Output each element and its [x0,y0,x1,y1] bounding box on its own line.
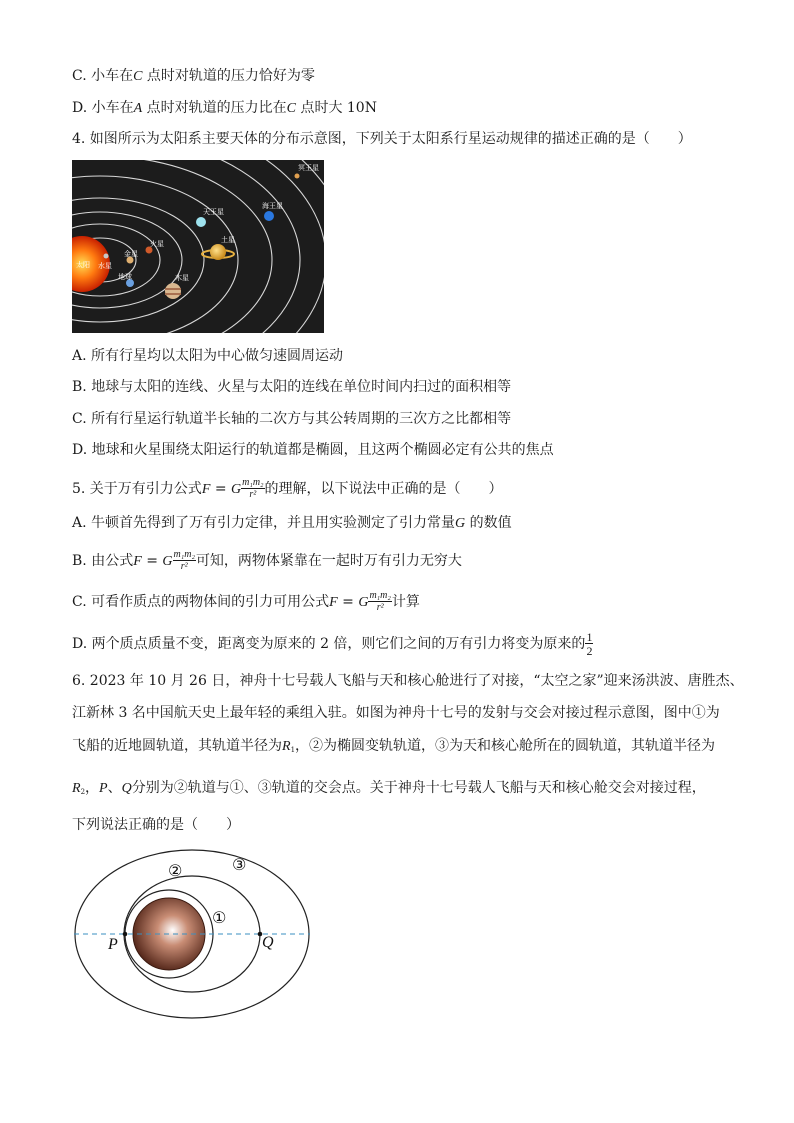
q6-stem-line2: 江新林 3 名中国航天史上最年轻的乘组入驻。如图为神舟十七号的发射与交会对接过程示意图，图中①为 [72,705,720,721]
formula-subscript: 1 [290,746,296,754]
label-sun: 太阳 [76,261,90,269]
option-text: A. 牛顿首先得到了万有引力定律，并且用实验测定了引力常量 [72,515,456,531]
neptune [264,211,274,221]
fraction-denominator: 2 [586,644,593,658]
option-text: C. 小车在 [72,68,134,84]
label-orbit-2: ② [168,861,183,880]
formula-symbol: G [455,516,466,531]
saturn [210,244,226,260]
label-orbit-3: ③ [232,855,247,874]
option-text: 点时对轨道的压力比在 [142,100,287,116]
label-uranus: 天王星 [203,208,224,216]
gravity-fraction [173,550,196,572]
stem-text: 飞船的近地圆轨道，其轨道半径为 [72,738,282,754]
label-saturn: 土星 [221,236,235,244]
pluto [295,174,300,179]
q3-option-c [72,66,315,87]
mercury [104,254,109,259]
q6-stem-line1: 6. 2023 年 10 月 26 日，神舟十七号载人飞船与天和核心舱进行了对接，“太空之家”迎来汤洪波、唐胜杰、 [72,673,744,689]
half-fraction [585,631,593,657]
label-venus: 金星 [124,250,138,258]
formula-symbol: R [282,739,291,754]
formula-symbol: R [72,781,81,796]
q4-option-b: B. 地球与太阳的连线、火星与太阳的连线在单位时间内扫过的面积相等 [72,379,512,395]
stem-text: 的理解，以下说法中正确的是（ ） [264,481,503,497]
jupiter [165,283,181,299]
stem-text: 分别为②轨道与①、③轨道的交会点。关于神舟十七号载人飞船与天和核心舱交会对接过程， [131,780,706,796]
option-text: 计算 [391,594,420,610]
orbit-transfer-diagram [72,845,312,1020]
formula-symbol: = [141,553,163,569]
option-text: D. 小车在 [72,100,134,116]
label-mercury: 水星 [98,262,112,270]
punctuation: ， [85,780,100,796]
fraction-numerator: m₁m₂ [242,477,264,488]
label-p: P [108,936,118,953]
option-text: 的数值 [465,515,512,531]
option-text: 可知，两物体紧靠在一起时万有引力无穷大 [195,553,462,569]
q6-stem-line4 [72,778,706,802]
label-jupiter: 木星 [175,274,189,282]
formula-symbol: = [210,481,232,497]
q6-stem-line5: 下列说法正确的是（ ） [72,817,240,833]
q5-option-a [72,513,512,534]
fraction-denominator: r² [376,602,384,613]
solar-system-diagram [72,160,324,333]
gravity-fraction [368,591,391,613]
formula-symbol: Q [121,781,132,796]
point-label: C [133,69,143,84]
label-mars: 火星 [150,240,164,248]
fraction-numerator: 1 [586,630,593,644]
stem-text: ，②为椭圆变轨轨道，③为天和核心舱所在的圆轨道，其轨道半径为 [295,738,716,754]
formula-symbol: P [99,781,108,796]
gravity-fraction [241,478,264,500]
punctuation: 、 [107,780,122,796]
q5-option-b [72,546,462,577]
label-neptune: 海王星 [262,202,283,210]
point-label: C [286,101,296,116]
option-text: B. 由公式 [72,553,134,569]
q5-stem [72,474,503,505]
label-q: Q [262,934,274,951]
formula-symbol: = [337,594,359,610]
label-orbit-1: ① [212,908,227,927]
formula-symbol: F [133,554,142,569]
q4-option-c: C. 所有行星运行轨道半长轴的二次方与其公转周期的三次方之比都相等 [72,411,512,427]
stem-text: 5. 关于万有引力公式 [72,481,202,497]
formula-symbol: F [329,595,338,610]
option-text: C. 可看作质点的两物体间的引力可用公式 [72,594,330,610]
solar-system-figure [72,160,324,333]
formula-symbol: G [162,554,173,569]
point-label: A [133,101,143,116]
point-p [123,932,128,937]
fraction-denominator: r² [249,489,257,500]
orbit-transfer-figure [72,845,312,1020]
option-text: 点时对轨道的压力恰好为零 [142,68,315,84]
option-text: D. 两个质点质量不变，距离变为原来的 2 倍，则它们之间的万有引力将变为原来的 [72,636,586,652]
formula-symbol: F [201,482,211,497]
label-pluto: 冥王星 [298,164,319,172]
q5-option-c [72,587,420,618]
q3-option-d [72,98,377,119]
uranus [196,217,206,227]
fraction-denominator: r² [180,561,188,572]
formula-subscript: 2 [80,788,86,796]
fraction-numerator: m₁m₂ [369,590,391,601]
option-text: 点时大 10N [296,100,377,116]
fraction-numerator: m₁m₂ [173,549,195,560]
label-earth: 地球 [118,273,132,281]
q5-option-d [72,629,593,659]
q6-stem-line3 [72,736,715,760]
formula-symbol: G [358,595,369,610]
q4-option-a: A. 所有行星均以太阳为中心做匀速圆周运动 [72,348,344,364]
q4-option-d: D. 地球和火星围绕太阳运行的轨道都是椭圆，且这两个椭圆必定有公共的焦点 [72,442,554,458]
formula-symbol: G [231,482,242,497]
q4-stem: 4. 如图所示为太阳系主要天体的分布示意图，下列关于太阳系行星运动规律的描述正确的是（ ） [72,131,692,147]
